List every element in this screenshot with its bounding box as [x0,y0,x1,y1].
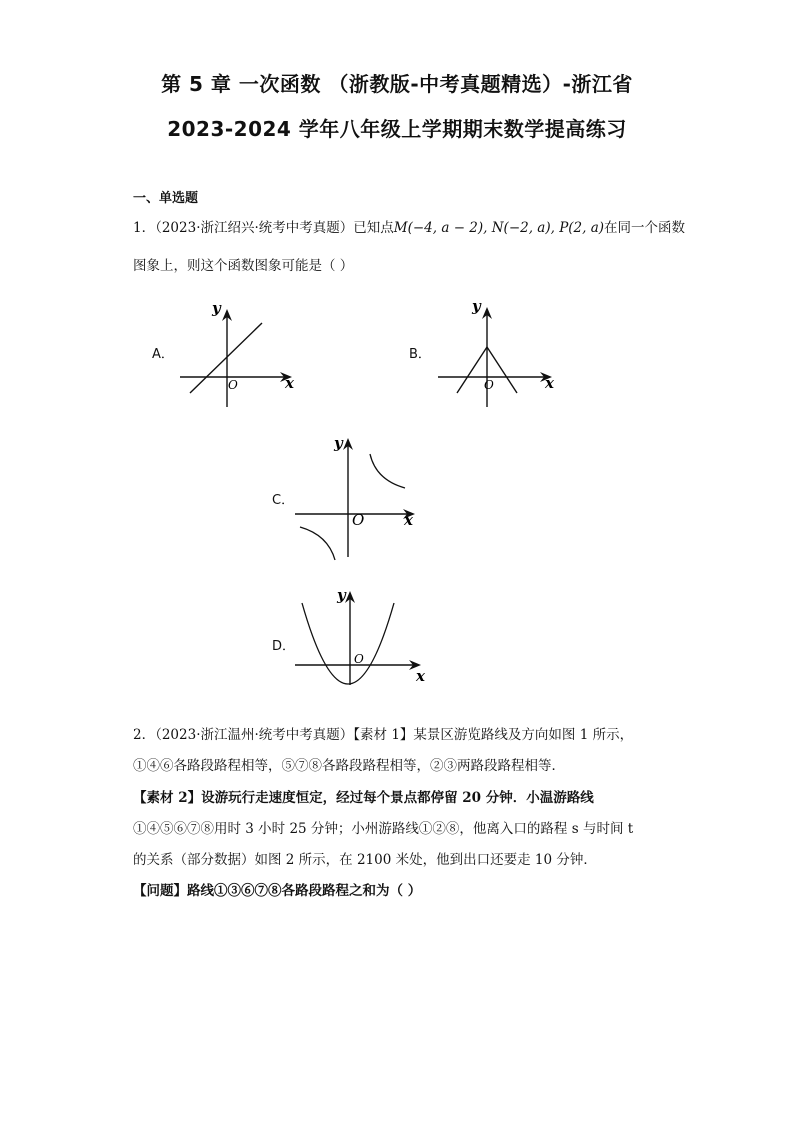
option-d-graph [290,583,430,693]
question-1-points: M(−4, a − 2), N(−2, a), P(2, a) [393,220,605,236]
option-c-origin-label: O [352,511,365,529]
option-a-x-label: x [285,374,294,392]
question-2-line-4: ①④⑤⑥⑦⑧用时 3 小时 25 分钟；小州游路线①②⑧，他离入口的路程 s 与时间 t [133,821,634,837]
question-1-line-1 [133,216,685,236]
question-1-line-2: 图象上，则这个函数图象可能是（ ） [133,258,354,274]
option-a-graph [175,295,305,410]
option-d-origin-label: O [354,652,364,666]
option-a-label: A． [152,347,174,362]
option-c-y-label: y [334,434,343,452]
option-c-x-label: x [404,511,413,529]
document-title-line-1: 第 5 章 一次函数 （浙教版-中考真题精选）-浙江省 [161,72,633,96]
document-title-line-2: 2023-2024 学年八年级上学期期末数学提高练习 [167,117,627,141]
option-b-x-label: x [545,374,554,392]
option-b-origin-label: O [484,378,494,392]
question-2-line-6: 【问题】路线①③⑥⑦⑧各路段路程之和为（ ） [133,883,422,899]
question-2-line-2: ①④⑥各路段路程相等，⑤⑦⑧各路段路程相等，②③两路段路程相等． [133,758,565,774]
option-a-y-label: y [212,299,221,317]
question-1-suffix: 在同一个函数 [604,220,686,236]
option-d-label: D． [272,639,296,654]
option-c-graph [290,432,425,562]
question-1-prefix: 1．（2023·浙江绍兴·统考中考真题）已知点 [133,220,394,236]
option-a-origin-label: O [228,378,238,392]
option-d-y-label: y [337,586,346,604]
question-2-line-5: 的关系（部分数据）如图 2 所示，在 2100 米处，他到出口还要走 10 分钟． [133,852,597,868]
section-heading: 一、单选题 [133,191,199,206]
question-2-line-3: 【素材 2】设游玩行走速度恒定，经过每个景点都停留 20 分钟．小温游路线 [133,790,594,806]
option-c-label: C． [272,493,295,508]
option-b-graph [435,295,565,410]
question-2-line-1: 2．（2023·浙江温州·统考中考真题）【素材 1】某景区游览路线及方向如图 1 所示， [133,727,634,743]
option-b-y-label: y [472,297,481,315]
option-b-label: B． [409,347,431,362]
option-d-x-label: x [416,667,425,685]
